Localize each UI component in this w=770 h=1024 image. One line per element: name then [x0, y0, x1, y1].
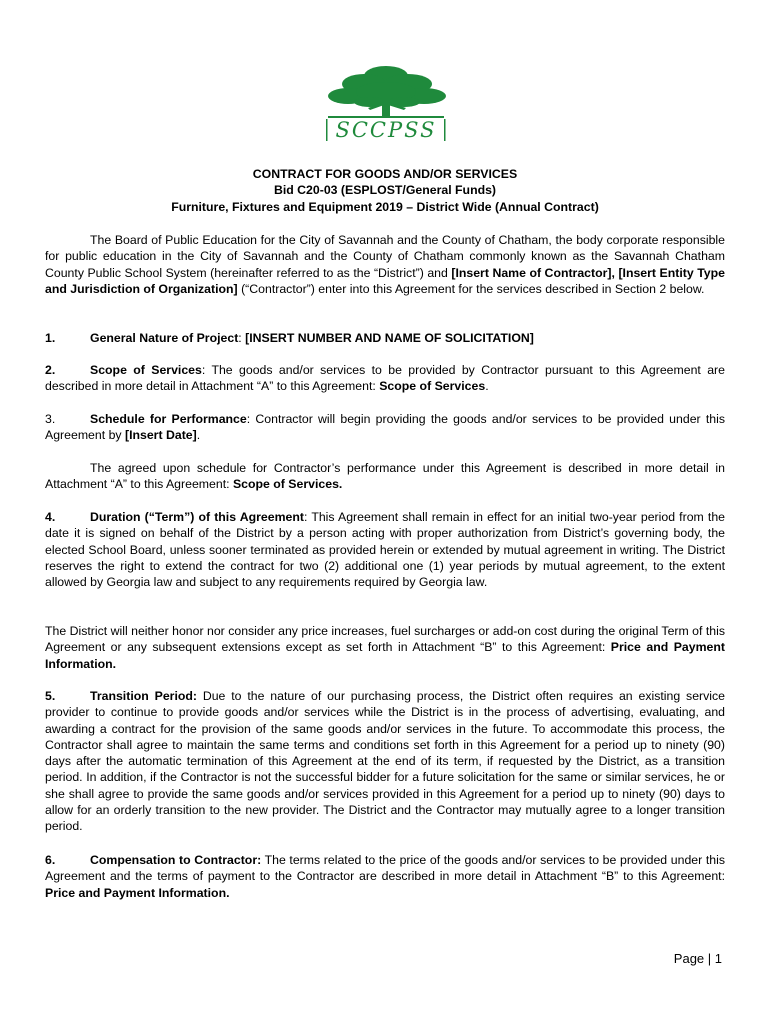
sccpss-logo — [320, 62, 452, 144]
section-6: 6. Compensation to Contractor: The terms related to the price of the goods and/or services to be provided under this Agreement and the terms of payment to the Contractor are described in more detail in Attachment “B” to this Agreement: Price and Payment Information. — [45, 853, 725, 900]
section-4-price-paragraph: The District will neither honor nor consider any price increases, fuel surcharges or add-on cost during the original Term of this Agreement or any subsequent extensions except as set forth in Attachment “B” to this Agreement: Price and Payment Information. — [45, 624, 725, 671]
logo-text: SCCPSS — [335, 118, 437, 142]
intro-paragraph: The Board of Public Education for the City of Savannah and the County of Chatham, the body corporate responsible for public education in the City of Savannah and the County of Chatham commonly known as the Savannah Chatham County Public School System (hereinafter referred to as the “District”) and [Insert Name of Contractor], [Insert Entity Type and Jurisdiction of Organization] (“Contractor”) enter into this Agreement for the services described in Section 2 below. — [45, 233, 725, 296]
section-3-schedule-paragraph: The agreed upon schedule for Contractor’s performance under this Agreement is described in more detail in Attachment “A” to this Agreement: Scope of Services. — [45, 461, 725, 492]
section-5: 5. Transition Period: Due to the nature of our purchasing process, the District often requires an existing service provider to continue to provide goods and/or services while the District is in the process of advertising, evaluating, and awarding a contract for the provision of the same goods and/or services in the future. To accommodate this process, the Contractor shall agree to maintain the same terms and conditions set forth in this Agreement for a period up to ninety (90) days after the automatic termination of this Agreement at the end of its term, if requested by the District, as a transition period. In addition, if the Contractor is not the successful bidder for a future solicitation for the same or similar services, he or she shall agree to provide the same goods and/or services provided in this Agreement for a period up to ninety (90) days to allow for an orderly transition to the new provider. The District and the Contractor may mutually agree to a longer transition period. — [45, 689, 725, 834]
contract-subtitle: Furniture, Fixtures and Equipment 2019 – District Wide (Annual Contract) — [171, 199, 599, 214]
section-1: 1. General Nature of Project: [INSERT NUMBER AND NAME OF SOLICITATION] — [45, 331, 534, 345]
contract-header — [45, 166, 725, 215]
bid-number: Bid C20-03 (ESPLOST/General Funds) — [273, 183, 497, 198]
page-number: Page | 1 — [673, 951, 722, 966]
contract-title: CONTRACT FOR GOODS AND/OR SERVICES — [252, 167, 518, 181]
section-4: 4. Duration (“Term”) of this Agreement: This Agreement shall remain in effect for an initial two-year period from the date it is signed on behalf of the District by a person acting with proper authorization from District’s governing body, the elected School Board, unless sooner terminated as provided herein or extended by mutual agreement in writing. The District reserves the right to extend the contract for two (2) additional one (1) year periods by mutual agreement, to the extent allowed by Georgia law and subject to any requirements required by Georgia law. — [45, 510, 726, 590]
tree-icon — [328, 66, 446, 118]
section-3: 3. Schedule for Performance: Contractor will begin providing the goods and/or services to be provided under this Agreement by [Insert Date]. — [45, 412, 726, 443]
section-2: 2. Scope of Services: The goods and/or services to be provided by Contractor pursuant to this Agreement are described in more detail in Attachment “A” to this Agreement: Scope of Services. — [45, 363, 725, 394]
